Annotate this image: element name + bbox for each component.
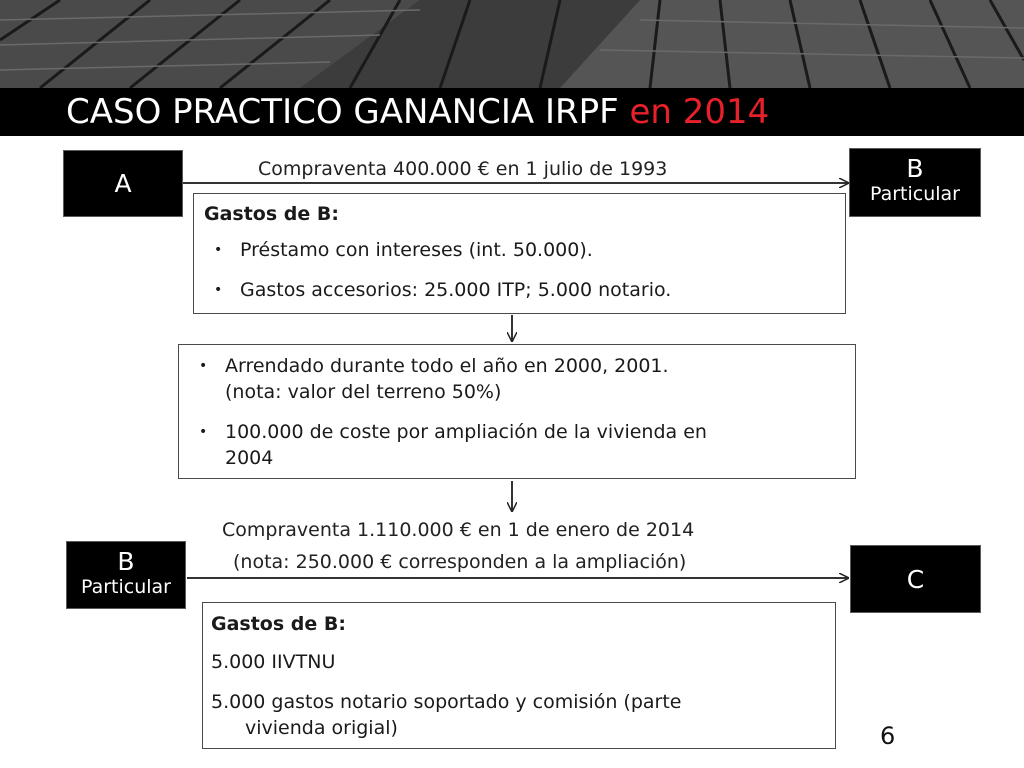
box1-item (204, 238, 835, 262)
node-b-top (849, 148, 981, 217)
node-a-label: A (114, 169, 132, 198)
box2-item-line2: 2004 (225, 447, 274, 469)
box1-item-text: Gastos accesorios: 25.000 ITP; 5.000 notario. (240, 279, 672, 301)
expenses-box-1 (193, 193, 846, 314)
bullet-icon: • (214, 242, 223, 258)
box3-line2a: 5.000 gastos notario soportado y comisión (parte (211, 691, 682, 713)
box2-item-line1: Arrendado durante todo el año en 2000, 2001. (225, 355, 669, 377)
box1-heading: Gastos de B: (204, 203, 339, 225)
box3-line1: 5.000 IIVTNU (211, 651, 336, 673)
box2-item (189, 419, 845, 471)
node-c (850, 545, 981, 613)
box2-item-line2: (nota: valor del terreno 50%) (225, 381, 502, 403)
transfer2-label-line1: Compraventa 1.110.000 € en 1 de enero de 2014 (222, 519, 695, 541)
node-b-bottom (66, 541, 186, 609)
node-b-top-label: B (906, 154, 924, 183)
bullet-icon: • (199, 424, 208, 440)
bullet-icon: • (199, 358, 208, 374)
box2-item (189, 353, 845, 405)
node-b-top-sublabel: Particular (869, 183, 960, 205)
bullet-icon: • (214, 282, 223, 298)
box1-item (204, 278, 835, 302)
box2-item-line1: 100.000 de coste por ampliación de la vivienda en (225, 421, 707, 443)
node-a (63, 150, 183, 217)
node-b-bottom-sublabel: Particular (80, 576, 171, 598)
expenses-box-3 (202, 602, 836, 749)
title-main: CASO PRACTICO GANANCIA IRPF (66, 92, 619, 132)
box3-line2b: vivienda origial) (245, 717, 398, 739)
box1-item-text: Préstamo con intereses (int. 50.000). (240, 239, 593, 261)
title-accent: en 2014 (629, 92, 770, 132)
box3-heading: Gastos de B: (211, 613, 346, 635)
node-b-bottom-label: B (117, 547, 135, 576)
transfer2-label-line2: (nota: 250.000 € corresponden a la ampliación) (233, 551, 687, 573)
transfer1-label: Compraventa 400.000 € en 1 julio de 1993 (258, 158, 668, 180)
node-c-label: C (906, 565, 925, 594)
notes-box-2 (178, 344, 856, 479)
page-number: 6 (880, 722, 896, 750)
